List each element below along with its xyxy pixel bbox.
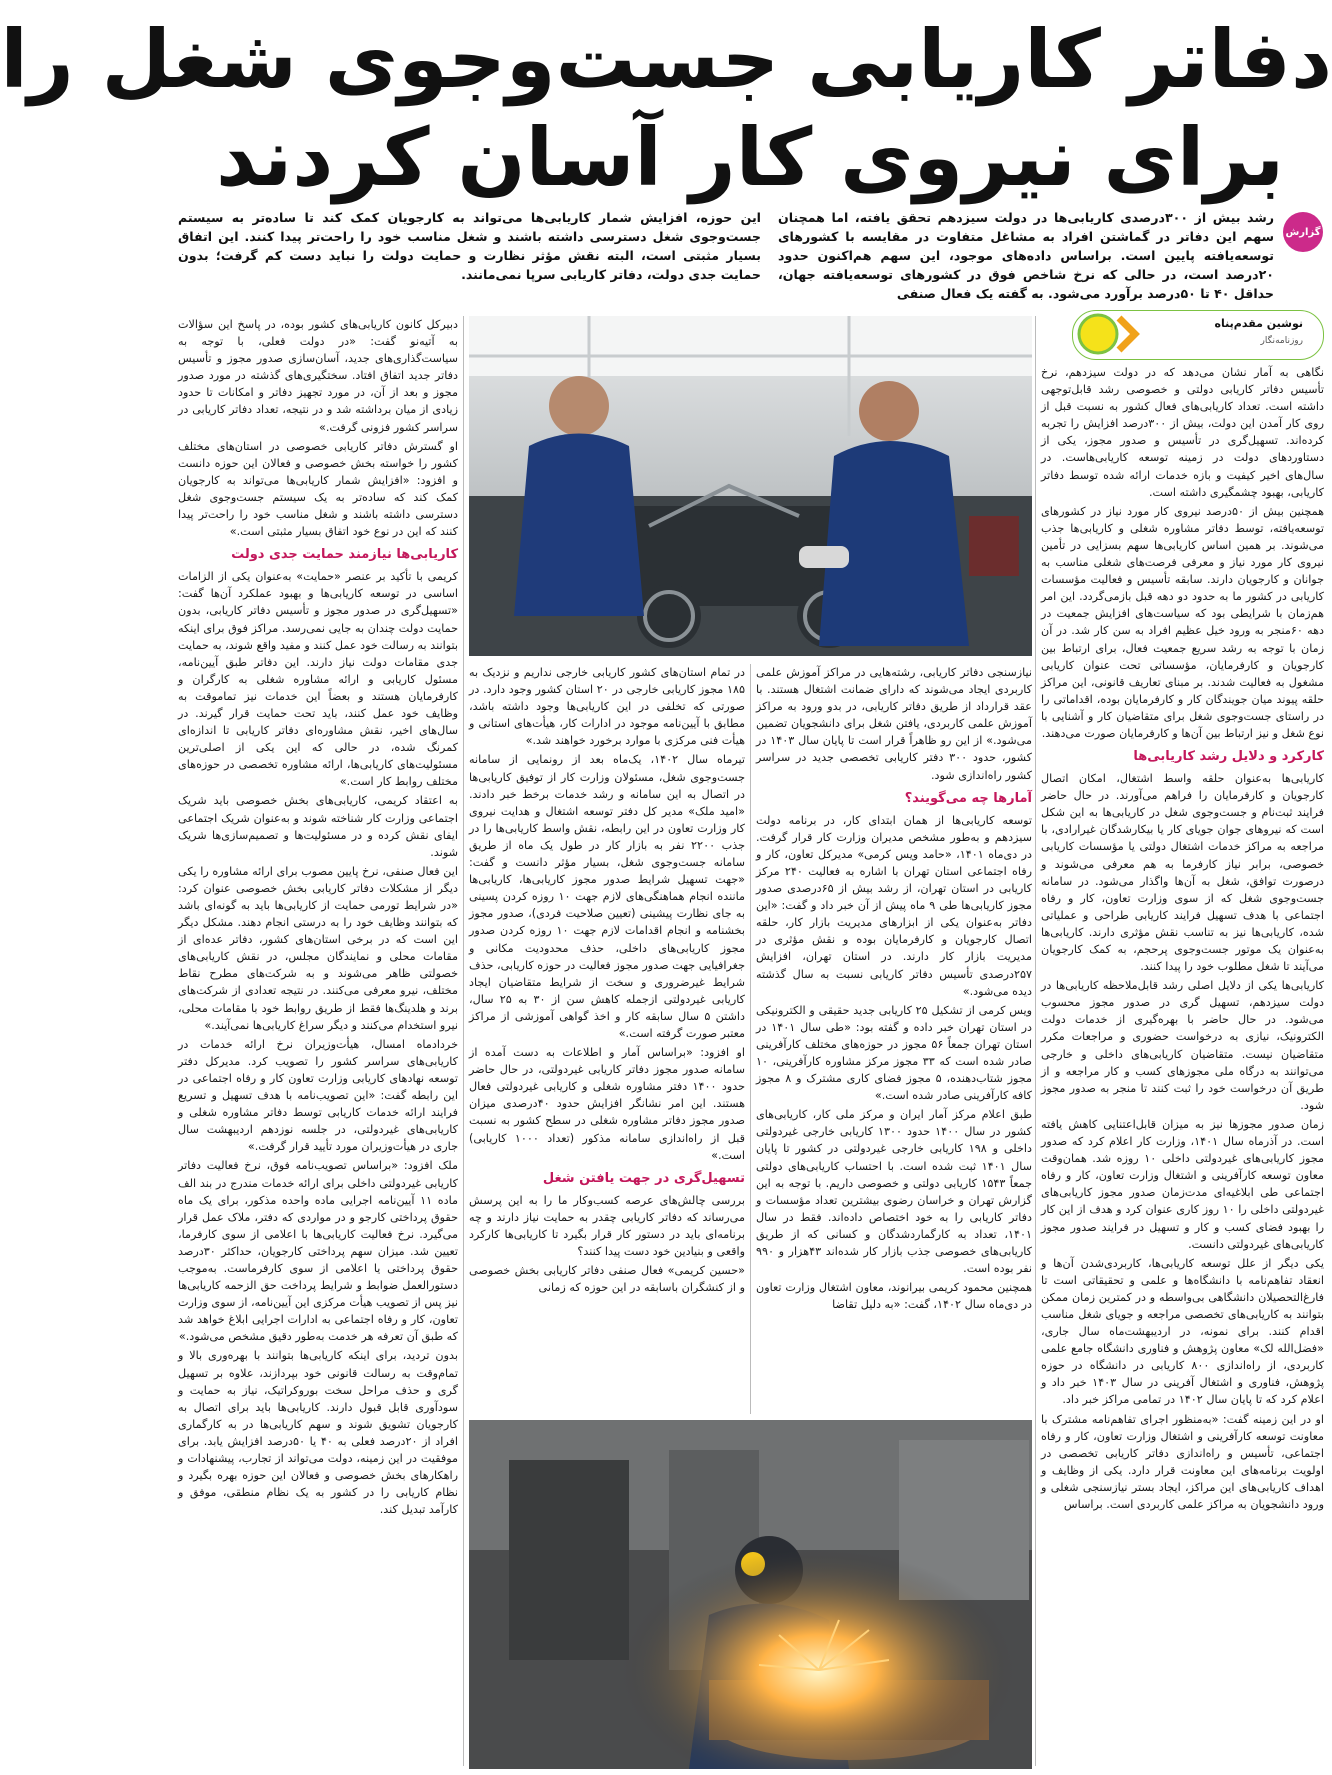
lead-right: رشد بیش از ۳۰۰درصدی کاریابی‌ها در دولت سیزدهم تحقق یافته، اما همچنان سهم این دفاتر در گماشتن افراد به مشاغل متفاوت در مقایسه با کشورهای توسعه‌یافته پایین است. براساس داده‌های موجود، این سهم هم‌اکنون حدود ۲۰درصد است، در حالی که نرخ شاخص فوق در کشورهای توسعه‌یافته جهان، حداقل ۴۰ تا ۵۰درصد برآورد می‌شود. به گفته یک فعال صنفی [778,210,1274,301]
author-badge-icon [1077,313,1147,355]
welder-illustration [469,1420,1032,1769]
column-rule-3 [463,316,464,1766]
col2-para-3: ویس کرمی از تشکیل ۲۵ کاریابی جدید حقیقی و الکترونیکی در استان تهران خبر داده و گفته بود: «طی سال ۱۴۰۱ در استان تهران جمعاً ۵۶ مجوز در حوزه‌های مختلف کارآفرینی صادر شده است که ۳۳ مجوز مرکز مشاوره کارآفرینی، ۱۰ مجوز شتاب‌دهنده، ۵ مجوز فضای کاری مشترک و ۸ مجوز کافه کارآفرینی صادر شده است.» [756,1003,1033,1103]
col1-para-6: یکی دیگر از علل توسعه کاریابی‌ها، کاربردی‌شدن آن‌ها و انعقاد تفاهم‌نامه با دانشگاه‌ها و علمی و تحقیقاتی است تا فارغ‌التحصیلان دانشگاهی بی‌واسطه و در کمترین زمان ممکن بتوانند به کاریابی‌های تخصصی مراجعه و جویای شغل مناسب اقدام کنند. برای نمونه، در اردیبهشت‌ماه سال جاری، «فضل‌الله لک» معاون پژوهش و فناوری دانشگاه جامع علمی کاربردی، از راه‌اندازی ۸۰۰ کاریابی در دانشگاه در حوزه پژوهش، فناوری و اشتغال آفرینی در سال ۱۴۰۳ خبر داد و اعلام کرد که تا پایان سال ۱۴۰۲ در تمامی مراکز خبر داد. [1041,1256,1325,1407]
col4-para-2: او گسترش دفاتر کاریابی خصوصی در استان‌های مختلف کشور را خواسته بخش خصوصی و فعالان این حوزه دانست و افزود: «افزایش شمار کاریابی‌ها می‌تواند به کارجویان کمک کند که ساده‌تر به یک سیستم جست‌وجوی شغل دسترسی داشته باشند و شغل مناسب خود را راحت‌تر پیدا کنند که این در نوع خود اتفاق بسیار مثبتی است.» [178,439,458,539]
col3-subheading: تسهیل‌گری در جهت یافتن شغل [542,1170,745,1186]
factory-workers-photo [469,316,1032,656]
column-3 [469,664,745,1414]
col2-para-2: توسعه کاریابی‌ها از همان ابتدای کار، در برنامه دولت سیزدهم و به‌طور مشخص مدیران وزارت کار قرار گرفت. در دی‌ماه ۱۴۰۱، «حامد ویس کرمی» مدیرکل تعاون، کار و رفاه اجتماعی استان تهران با اشاره به فعالیت ۲۴۰ مرکز کاریابی در استان تهران، از رشد بیش از ۶۵درصدی صدور مجوز کاریابی‌ها طی ۹ ماه پیش از آن خبر داد و گفت: «این دفاتر به‌عنوان یکی از ابزارهای مدیریت بازار کار، حلقه اتصال کارجویان و کارفرمایان بوده و نقش مؤثری در مدیریت بازار کار دارند. در استان تهران، افزایش ۲۵۷درصدی تأسیس دفاتر کاریابی نسبت به سال گذشته دیده می‌شود.» [756,813,1033,998]
col4-para-7: ملک افزود: «براساس تصویب‌نامه فوق، نرخ فعالیت دفاتر کاریابی غیردولتی داخلی برای ارائه خدمات مندرج در بند الف ماده ۱۱ آیین‌نامه اجرایی ماده واحده مذکور، برای یک ماه حقوق پرداختی کارجو و در مواردی که دفتر، ملاک عمل قرار می‌گیرد. نرخ فعالیت کاریابی‌ها با اعلامی از سوی کارفرما، تعیین شد. میزان سهم پرداختی کارجویان، حداکثر ۳۰درصد حقوق پرداختی یا اعلامی از سوی کارفرماست. به‌موجب دستورالعمل ضوابط و شرایط پرداخت حق الزحمه کاریابی‌ها نیز پس از تصویب هیأت مرکزی این آیین‌نامه، از سوی وزارت تعاون، کار و رفاه اجتماعی به ادارات اجرایی ابلاغ خواهد شد که طبق آن تعرفه هر خدمت به‌طور دقیق مشخص می‌شود.» [178,1159,459,1344]
col3-para-5: «حسین کریمی» فعال صنفی دفاتر کاریابی بخش خصوصی و از کنشگران باسابقه در این حوزه که زمانی [469,1264,745,1295]
col4-para-8: بدون تردید، برای اینکه کاریابی‌ها بتوانند با بهره‌وری بالا و تمام‌وقت به رسالت قانونی خود بپردازند، علاوه بر تسهیل گری و حذف مراحل سخت بوروکراتیک، نیاز به حمایت و سودآوری قابل قبول دارند. کاریابی‌ها باید برای اتصال به کارجویان تشویق شوند و سهم کاریابی‌ها در به کارگماری افراد از ۲۰درصد فعلی به ۴۰ یا ۵۰درصد افزایش یابد. برای موفقیت در این زمینه، دولت می‌تواند از تجارب، پیشنهادات و راهکارهای بخش خصوصی و فعالان این حوزه بهره بگیرد و نظام کاریابی را در کشور به یک نظام منطقی، موفق و کارآمد تبدیل کند. [178,1349,459,1517]
col3-para-3: او افزود: «براساس آمار و اطلاعات به دست آمده از سامانه صدور مجوز دفاتر کاریابی غیردولتی، در حال حاضر حدود ۱۴۰۰ دفتر مشاوره شغلی و کاریابی غیردولتی فعال هستند. این امر نشانگر افزایش حدود ۴۰درصدی میزان صدور مجوز دفاتر مشاوره شغلی در سطح کشور به نسبت قبل از راه‌اندازی سامانه مذکور (تعداد ۱۰۰۰ کاریابی) است.» [469,1046,746,1162]
col4-para-5: این فعال صنفی، نرخ پایین مصوب برای ارائه مشاوره را یکی دیگر از مشکلات دفاتر کاریابی بخش خصوصی عنوان کرد: «در شرایط تورمی حمایت از کاریابی‌ها باید به گونه‌ای باشد که بتوانند وظایف خود را به درستی انجام دهند. مشکل دیگر این است که در برخی استان‌های کشور، دفاتر عده‌ای از مقامات محلی و نمایندگان مجلس، در نقش کاریابی‌های خصولتی ظاهر می‌شوند و به شرکت‌های مطرح نقاط مختلف، نیرو معرفی می‌کنند. در نتیجه تعدادی از شرکت‌های برند و هلدینگ‌ها فقط از طریق روابط خود با مقامات محلی، نیرو استخدام می‌کنند و دیگر سراغ کاریابی‌ها نمی‌آیند.» [178,864,458,1032]
col1-para-1: نگاهی به آمار نشان می‌دهد که در دولت سیزدهم، نرخ تأسیس دفاتر کاریابی دولتی و خصوصی رشد قابل‌توجهی داشته است. تعداد کاریابی‌های فعال کشور به نسبت قبل از روی کار آمدن این دولت، بیش از ۳۰۰درصد افزایش را تجربه کرده‌اند. تسهیل‌گری در تأسیس و صدور مجوز، یکی از دستاوردهای دولت در زمینه توسعه کاریابی‌هاست. در سال‌های اخیر کیفیت و بازه خدمات ارائه شده توسط دفاتر کاریابی، بهبود چشمگیری داشته است. [1041,366,1324,499]
factory-workers-illustration [469,316,1032,656]
col4-para-6: خردادماه امسال، هیأت‌وزیران نرخ ارائه خدمات در کاریابی‌های سراسر کشور را تصویب کرد. مدیرکل دفتر توسعه نهادهای کاریابی وزارت تعاون کار و رفاه اجتماعی در این رابطه گفت: «این تصویب‌نامه با هدف تسهیل و تسریع فرایند ارائه خدمات کاریابی توسط دفاتر مشاوره شغلی و کاریابی‌های غیردولتی، در جلسه نوزدهم اردیبهشت سال جاری در هیأت‌وزیران مورد تأیید قرار گرفت.» [178,1037,458,1154]
col3-para-4: بررسی چالش‌های عرصه کسب‌وکار ما را به این پرسش می‌رساند که دفاتر کاریابی چقدر به حمایت نیاز دارند و چه برنامه‌ای باید در دستور کار قرار بگیرد تا کاریابی‌ها کارکرد واقعی و بنیادین خود دست پیدا کنند؟ [469,1193,745,1258]
col4-para-1: دبیرکل کانون کاریابی‌های کشور بوده، در پاسخ این سؤالات به آتیه‌نو گفت: «در دولت فعلی، با توجه به سیاست‌گذاری‌های جدید، آسان‌سازی صدور مجوز و تأسیس دفاتر جدید اتفاق افتاد. سختگیری‌های گذشته در مورد صدور مجوز و بعد از آن، در مورد تجهیز دفاتر و امکانات تا حدود زیادی از میان برداشته شد و در نتیجه، تعداد دفاتر کاریابی در سراسر کشور فزونی گرفت.» [178,318,458,434]
column-1 [1041,364,1324,1769]
column-4 [178,316,458,1769]
col3-para-1: در تمام استان‌های کشور کاریابی خارجی نداریم و نزدیک به ۱۸۵ مجوز کاریابی خارجی در ۲۰ استان کشور وجود دارد. در صورتی که تخلفی در این کاریابی‌ها وجود داشته باشد، مطابق با آیین‌نامه موجود در ادارات کار، هیأت‌های استانی و هیأت فنی مرکزی با موارد برخورد خواهند شد.» [469,666,745,748]
column-rule-2 [750,664,751,1414]
col4-para-4: به اعتقاد کریمی، کاریابی‌های بخش خصوصی باید شریک اجتماعی وزارت کار شناخته شوند و به‌عنوان شریک اجتماعی ایفای نقش کرده و در مسئولیت‌ها و تصمیم‌سازی‌ها شریک شوند. [178,794,458,859]
welder-photo [469,1420,1032,1769]
col1-subheading: کارکرد و دلایل رشد کاریابی‌ها [1133,749,1324,765]
col1-para-5: زمان صدور مجوزها نیز به میزان قابل‌اعتنایی کاهش یافته است. در آذرماه سال ۱۴۰۱، وزارت کار اعلام کرد که صدور مجوز کاریابی‌های غیردولتی داخلی ۱۰ روزه شد. همان‌وقت معاون توسعه کارآفرینی و اشتغال وزارت تعاون، کار و رفاه اجتماعی طی ابلاغیه‌ای مدت‌زمان صدور مجوز کاریابی‌های غیردولتی داخلی را ۱۰ روز کاری عنوان کرد و هدف از این کار را بهبود فضای کسب و کار و تسهیل در فرایند صدور مجوز کاریابی‌های غیردولتی دانست. [1041,1117,1325,1251]
col1-para-4: کاریابی‌ها یکی از دلایل اصلی رشد قابل‌ملاحظه کاریابی‌ها در دولت سیزدهم، تسهیل گری در صدور مجوز محسوب می‌شود. در حال حاضر با بهره‌گیری از خدمات دولت الکترونیک، نیازی به درخواست حضوری و مراجعات مکرر متقاضیان نیست. متقاضیان کاریابی‌های داخلی و خارجی می‌توانند به درگاه ملی مجوزهای کسب و کار مراجعه و از طریق آن درخواست خود را ثبت کنند تا منجر به صدور مجوز شود. [1041,979,1324,1112]
col1-para-3: کاریابی‌ها به‌عنوان حلقه واسط اشتغال، امکان اتصال کارجویان و کارفرمایان را فراهم می‌آورند. در حال حاضر فرایند ثبت‌نام و جست‌وجوی شغل در کاریابی‌ها به این شکل است که نیروهای جوان جویای کار یا بیکارشدگان غیرارادی، با مراجعه به مراکز خدمات اشتغال دولتی یا مؤسسات کاریابی خصوصی، برابر نیاز کارفرما به هم معرفی می‌شوند و درصورت توافق، شغل به آن‌ها واگذار می‌شود. در سامانه جست‌وجوی شغل که از سوی وزارت تعاون، کار و رفاه اجتماعی با هدف تسهیل فرایند کاریابی طراحی و عملیاتی شده، کاریابی‌ها نیز به تناسب نقش مؤثری دارند. کاریابی‌ها به‌عنوان یک موتور جست‌وجوی پرحجم، به کمک کارجویان می‌آیند تا شغل مطلوب خود را پیدا کنند. [1041,772,1324,974]
col2-subheading: آمارها چه می‌گویند؟ [904,790,1032,806]
col1-para-2: همچنین بیش از ۵۰درصد نیروی کار مورد نیاز در کشورهای توسعه‌یافته، توسط دفاتر مشاوره شغلی و کاریابی‌ها جذب می‌شوند. بر همین اساس کاریابی‌ها سهم بسزایی در تأمین نیروی کار مورد نیاز و معرفی فرصت‌های شغلی مناسب به جوانان و کارجویان دارند. سابقه تأسیس و فعالیت مؤسسات کاریابی در کشور ما به حدود دو دهه قبل بازمی‌گردد. این امر هم‌زمان با شرایطی بود که سیاست‌های افزایش جمعیت در دهه ۶۰منجر به ورود خیل عظیم افراد به سن کار شد. در آن زمان با توجه به رشد سریع جمعیت فعال، برای ارتباط بین کارجویان و کارفرمایان، مؤسساتی تحت عنوان کاریابی مشغول به فعالیت شدند. بر مبنای تعاریف قانونی، این مراکز حلقه پیوند میان جویندگان کار و کارفرمایان بوده، اقداماتی را در راستای جست‌وجوی شغل برای متقاضیان کار و آشنایی با نوع شغل و نیز ارتباط بین آن‌ها و کارفرمایان صورت می‌دهند. [1041,504,1324,740]
column-2 [756,664,1032,1414]
author-badge [1072,310,1324,360]
col2-para-5: همچنین محمود کریمی بیرانوند، معاون اشتغال وزارت تعاون در دی‌ماه سال ۱۴۰۲، گفت: «به دلیل تقاضا [756,1281,1032,1312]
col3-para-2: تیرماه سال ۱۴۰۲، یک‌ماه بعد از رونمایی از سامانه جست‌وجوی شغل، مسئولان وزارت کار از توفیق کاریابی‌ها در اتصال به این سامانه و رشد خدمات برخط خبر دادند. «امید ملک» مدیر کل دفتر توسعه اشتغال و هدایت نیروی کار وزارت تعاون در این رابطه، نقش واسط کاریابی‌ها را در جذب ۲۲۰۰ نفر به بازار کار در طول یک ماه از طریق سامانه جست‌وجوی شغل، بسیار مؤثر دانست و گفت: «جهت تسهیل شرایط صدور مجوز کاریابی‌ها، کاریابی‌ها ماننده انجام هماهنگی‌های لازم جهت ۱۰ روزه کردن پسینی به جای نظارت پیشینی (تعیین صلاحیت فردی)، صدور مجوز بخشنامه و انجام اقدامات لازم جهت ۱۰ روزه کردن صدور مجوز کاریابی‌های داخلی، حذف محدودیت مکانی و جغرافیایی جهت صدور مجوز فعالیت در حوزه کاریابی، حذف شرایط غیرضروری و سخت از شرایط متقاضیان ایجاد کاریابی غیردولتی ازجمله کاهش سن از ۳۰ به ۲۵ سال، داشتن ۵ سال سابقه کار و اخذ گواهی آموزشی از مراکز معتبر صورت گرفته است.» [469,753,746,1040]
headline-line-1: دفاتر کاریابی جست‌وجوی شغل را [0,13,1332,106]
col4-para-3: کریمی با تأکید بر عنصر «حمایت» به‌عنوان یکی از الزامات اساسی در توسعه کاریابی‌ها و بهبود عملکرد آن‌ها گفت: «تسهیل‌گری در صدور مجوز و تأسیس دفاتر کاریابی، بدون حمایت دولت چندان به جایی نمی‌رسد. مراکز فوق برای اینکه بتوانند به رسالت خود عمل کنند و مفید واقع شوند، به حمایت جدی مقامات دولت نیاز دارند. این دفاتر طبق آیین‌نامه، مسئول کاریابی و ارائه مشاوره شغلی به کارگران و کارفرمایان هستند و بعضاً این خدمات نیز تماموقت به وظایف خود عمل کنند، باید تحت حمایت قرار گیرند. در سال‌های اخیر، نقش مشاوره‌ای دفاتر کاریابی تا اندازه‌ای کمرنگ شده، در حالی که این یکی از اصلی‌ترین مسئولیت‌های کاریابی‌ها، ارائه مشاوره تخصصی در حوزه‌های مختلف روابط کار است.» [178,570,458,789]
headline-line-2: برای نیروی کار آسان کردند [215,111,1285,204]
col2-para-1: نیازسنجی دفاتر کاریابی، رشته‌هایی در مراکز آموزش علمی کاربردی ایجاد می‌شوند که دارای ضمانت اشتغال هستند. با عقد قرارداد از طریق دفاتر کاریابی، در بدو ورود به مراکز آموزش علمی کاربردی، یافتن شغل برای دانشجویان تضمین می‌شود.» از این رو ظاهراً قرار است تا پایان سال ۱۴۰۳ در کشور، حدود ۳۰۰ دفتر کاریابی تخصصی جدید در سراسر کشور راه‌اندازی شود. [756,666,1032,782]
lead-left: این حوزه، افزایش شمار کاریابی‌ها می‌تواند به کارجویان کمک کند تا ساده‌تر به سیستم جست‌وجوی شغل دسترسی داشته باشند و شغل مناسب خود را راحت‌تر پیدا کنند. این اتفاق بسیار مثبتی است، البته نقش مؤثر نظارت و حمایت دولت را نباید دست کم گرفت؛ بدون حمایت جدی دولت، دفاتر کاریابی سرپا نمی‌مانند. [178,210,761,282]
author-role: روزنامه‌نگار [1260,336,1303,346]
column-rule-1 [1035,316,1036,1766]
author-name: نوشین مقدم‌پناه [1214,317,1303,330]
col4-subheading: کاریابی‌ها نیازمند حمایت جدی دولت [231,547,458,563]
col1-para-7: او در این زمینه گفت: «به‌منظور اجرای تفاهم‌نامه مشترک با معاونت توسعه کارآفرینی و اشتغال وزارت تعاون، کار و رفاه اجتماعی، تأسیس و راه‌اندازی دفاتر کاریابی تخصصی در اولویت برنامه‌های این معاونت قرار دارد. یکی از وظایف و اهداف کاریابی‌های این مراکز، ایجاد بستر نیازسنجی شغلی و ورود دانشجویان به مراکز علمی کاربردی است. براساس [1041,1412,1324,1511]
col2-para-4: طبق اعلام مرکز آمار ایران و مرکز ملی کار، کاریابی‌های کشور در سال ۱۴۰۰ حدود ۱۳۰۰ کاریابی خارجی غیردولتی داخلی و ۱۹۸ کاریابی خارجی غیردولتی در کشور تا پایان سال ۱۴۰۱ ثبت شده است. با احتساب کاریابی‌های دولتی جمعاً ۱۵۴۳ کاریابی دولتی و خصوصی داریم. با توجه به این گزارش تهران و خراسان رضوی بیشترین تعداد مؤسسات و دفاتر کاریابی را به خود اختصاص داده‌اند. فقط در سال ۱۴۰۱، تعداد به کارگماردشدگان و کسانی که از طریق کاریابی‌های خصوصی جذب بازار کار شده‌اند ۴۳هزار و ۹۹۰ نفر بوده است. [756,1108,1033,1276]
section-tag: گزارش [1283,212,1323,252]
